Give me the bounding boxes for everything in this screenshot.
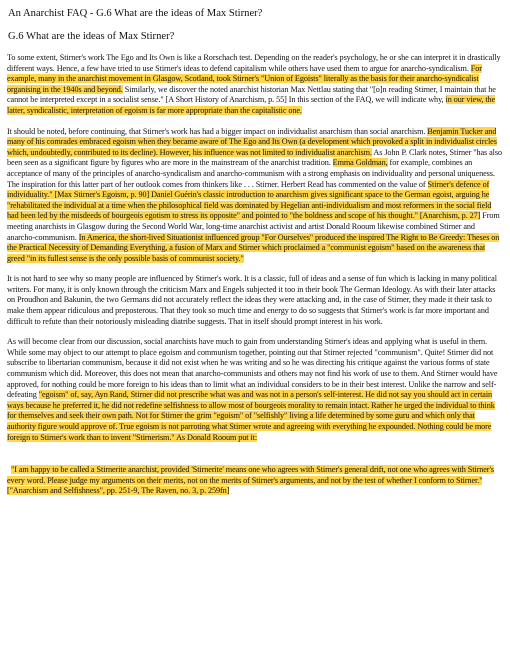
- highlighted-text: Benjamin Tucker and many of his comrades embraced egoism when they became aware of The Ego and Its Own (a development which provoked a split in individualist circles which, undoubtedly, contributed to its decline). However, his influence was not limited to individualist anarchism.: [7, 126, 497, 157]
- highlighted-text: "egoism" of, say, Ayn Rand, Stirner did not prescribe what was and was not in a person's self-interest. He did not say you should act in certain ways because he preferred it, he did not redefine selfishness to allow most of bourgeois morality to remain intact. Rather he urged the individual to think for themselves and seek their own path. Not for Stirner the grim "egoism" of "selfishly" living a life determined by some guru and which only that authority figure would approve of. True egoism is not parroting what Stirner wrote and agreeing with everything he expounded. Nothing could be more foreign to Stirner's work than to invent "Stirnerism." As Donald Rooum put it:: [7, 390, 495, 442]
- text-segment: From meeting anarchists in Glasgow during the Second World War, long-time anarchist activist and artist Donald Rooum likewise combined Stirner and anarcho-communism.: [7, 211, 500, 242]
- text-segment: It is not hard to see why so many people are influenced by Stirner's work. It is a classic, full of ideas and a sense of fun which is lacking in many political writers. For many, it is only known through the criticism Marx and Engels subjected it too in their book The German Ideology. As with their later attacks on Proudhon and Bakunin, the two Germans did not accurately reflect the ideas they were attacking and, in the case of Stirner, they made it their task to make them appear ridiculous and preposterous. That they took so much time and energy to do so suggests that Stirner's work is far more important and difficult to refute than their notoriously misleading diatribe suggests. That in itself should prompt interest in his work.: [7, 274, 497, 326]
- text-segment: for example, combines an acceptance of many of the principles of anarcho-syndicalism and anarcho-communism with a strong emphasis on individuality and personal uniqueness. The inspiration for this latter part of her outlook comes from thinkers like . . . Stirner. Herbert Read has commented on the value of: [7, 158, 495, 189]
- highlighted-text: For example, many in the anarchist movement in Glasgow, Scotland, took Stirner's "Union of Egoists" literally as the basis for their anarcho-syndicalist organising in the 1940s and beyond.: [7, 63, 482, 94]
- text-segment: Similarly, we discover the noted anarchist historian Max Nettlau stating that "[o]n reading Stirner, I maintain that he cannot be interpreted except in a socialist sense." [A Short History of Anarchism, p. 55] In this section of the FAQ, we will indicate why,: [7, 84, 496, 105]
- paragraph: [7, 53, 503, 117]
- section-heading: G.6 What are the ideas of Max Stirner?: [8, 31, 175, 42]
- highlighted-text: in our view, the latter, syndicalistic, interpretation of egoism is far more appropriate than the capitalistic one.: [7, 95, 496, 115]
- paragraph: [7, 337, 503, 443]
- highlighted-text: Stirner's defence of individuality." [Max Stirner's Egoism, p. 90] Daniel Guérin's classic introduction to anarchism gives significant space to the German egoist, arguing he "rehabilitated the individual at a time when the philosophical field was dominated by Hegelian anti-individualism and most reformers in the social field had been led by the misdeeds of bourgeois egotism to stress its opposite" and pointed to "the boldness and scope of his thought." [Anarchism, p. 27]: [7, 179, 492, 221]
- text-segment: As John P. Clark notes, Stirner "has also been seen as a significant figure by figures who are more in the mainstream of the anarchist tradition.: [7, 147, 502, 168]
- highlighted-text: Emma Goldman,: [332, 158, 388, 168]
- text-segment: It should be noted, before continuing, that Stirner's work has had a bigger impact on individualist anarchism than social anarchism.: [7, 126, 428, 136]
- text-segment: To some extent, Stirner's work The Ego and Its Own is like a Rorschach test. Depending on the reader's psychology, he or she can interpret it in drastically different ways. Hence, a few have tried to use Stirner's ideas to defend capitalism while others have used them to argue for anarcho-syndicalism.: [7, 53, 501, 73]
- document-title: An Anarchist FAQ - G.6 What are the ideas of Max Stirner?: [8, 8, 263, 19]
- text-segment: As will become clear from our discussion, social anarchists have much to gain from understanding Stirner's ideas and applying what is useful in them. While some may object to our attempt to place egoism and communism together, pointing out that Stirner rejected "communism". Quite! Stirner did not subscribe to libertarian communism, because it did not exist when he was writing and so he was directing his critique against the various forms of state communism which did. Moreover, this does not mean that anarcho-communists and others may not find his work of use to them. And Stirner would have approved, for nothing could be more foreign to his ideas than to limit what an individual considers to be in their best interest. Unlike the narrow and self-defeating: [7, 337, 498, 400]
- highlighted-text: "I am happy to be called a Stirnerite anarchist, provided 'Stirnerite' means one who agrees with Stirner's general drift, not one who agrees with Stirner's every word. Please judge my arguments on their merits, not on the merits of Stirner's arguments, and not by the test of whether I conform to Stirner." ["Anarchism and Selfishness", pp. 251-9, The Raven, no. 3, p. 259fn]: [7, 465, 494, 496]
- paragraph: [7, 274, 503, 327]
- highlighted-text: In America, the short-lived Situationist influenced group "For Ourselves" produced the inspired The Right to Be Greedy: Theses on the Practical Necessity of Demanding Everything, a fusion of Marx and Stirner which proclaimed a "communist egoism" based on the awareness that greed "in its fullest sense is the only possible basis of communist society.": [7, 232, 500, 263]
- document-body: [7, 53, 503, 497]
- paragraph: [7, 127, 503, 265]
- block-quote: [7, 465, 503, 497]
